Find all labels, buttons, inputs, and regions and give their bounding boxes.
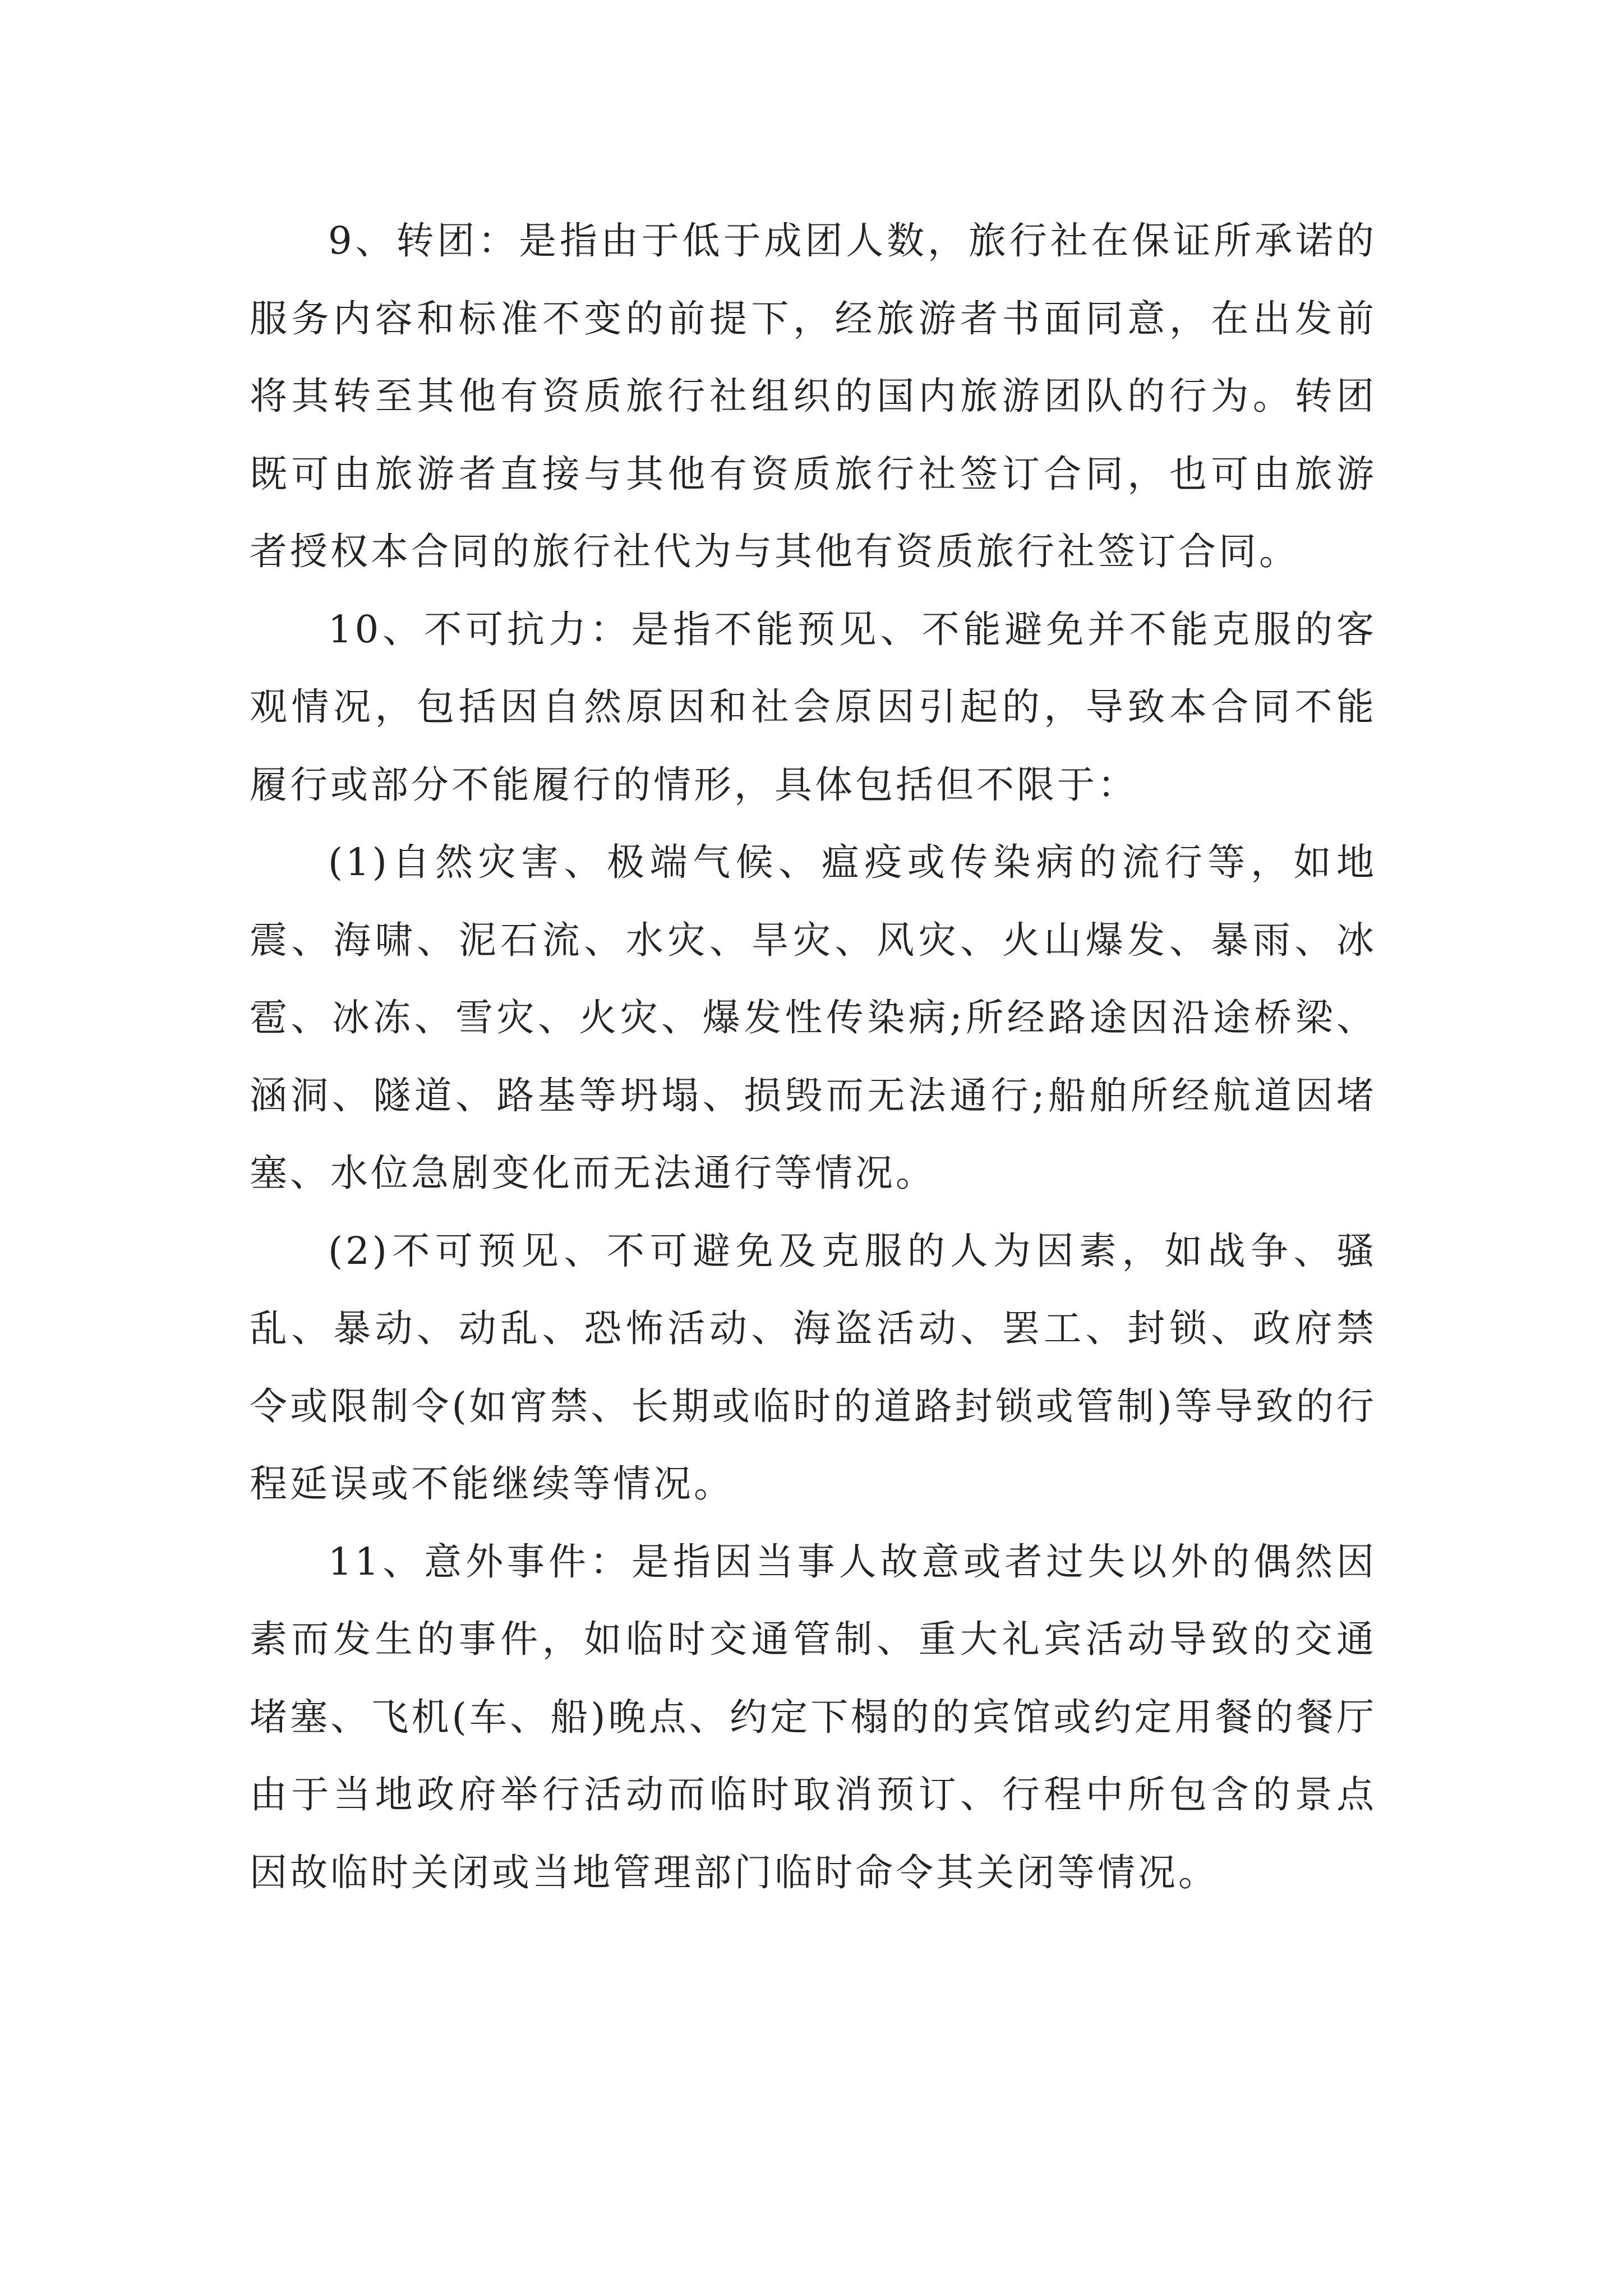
paragraph-force-majeure: 10、不可抗力：是指不能预见、不能避免并不能克服的客观情况，包括因自然原因和社会原因引起的，导致本合同不能履行或部分不能履行的情形，具体包括但不限于： <box>250 607 1377 807</box>
paragraph-transfer-group: 9、转团：是指由于低于成团人数，旅行社在保证所承诺的服务内容和标准不变的前提下，经旅游者书面同意，在出发前将其转至其他有资质旅行社组织的国内旅游团队的行为。转团既可由旅游者直接与其他有资质旅行社签订合同，也可由旅游者授权本合同的旅行社代为与其他有资质旅行社签订合同。 <box>250 219 1377 573</box>
document-body <box>250 202 1377 1911</box>
paragraph-natural-disasters: (1)自然灾害、极端气候、瘟疫或传染病的流行等，如地震、海啸、泥石流、水灾、旱灾、风灾、火山爆发、暴雨、冰雹、冰冻、雪灾、火灾、爆发性传染病;所经路途因沿途桥梁、涵洞、隧道、路基等坍塌、损毁而无法通行;船舶所经航道因堵塞、水位急剧变化而无法通行等情况。 <box>250 840 1377 1195</box>
paragraph-human-factors: (2)不可预见、不可避免及克服的人为因素，如战争、骚乱、暴动、动乱、恐怖活动、海盗活动、罢工、封锁、政府禁令或限制令(如宵禁、长期或临时的道路封锁或管制)等导致的行程延误或不能继续等情况。 <box>250 1228 1377 1506</box>
paragraph-accidental-events: 11、意外事件：是指因当事人故意或者过失以外的偶然因素而发生的事件，如临时交通管制、重大礼宾活动导致的交通堵塞、飞机(车、船)晚点、约定下榻的的宾馆或约定用餐的餐厅由于当地政府举行活动而临时取消预订、行程中所包含的景点因故临时关闭或当地管理部门临时命令其关闭等情况。 <box>250 1539 1377 1894</box>
